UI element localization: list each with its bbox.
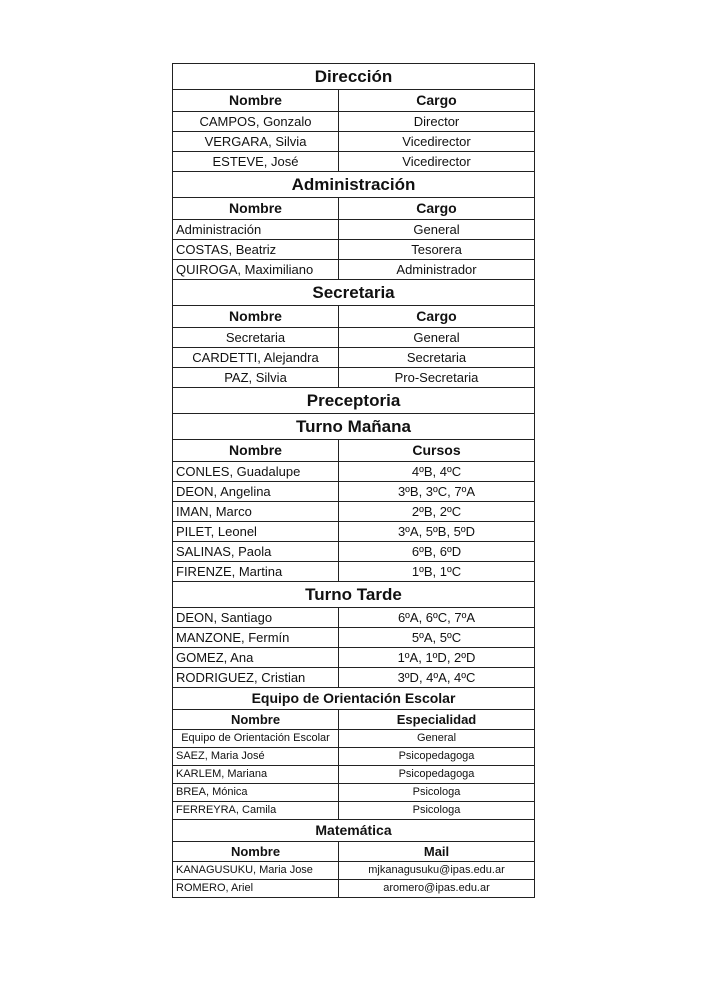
cell-cursos: 3ºD, 4ºA, 4ºC — [339, 668, 535, 688]
cell-nombre: PAZ, Silvia — [173, 368, 339, 388]
cell-cursos: 1ºB, 1ºC — [339, 562, 535, 582]
section-title-secretaria: Secretaria — [173, 280, 535, 306]
staff-table — [172, 63, 535, 898]
table-row — [173, 348, 535, 368]
column-header-cursos: Cursos — [339, 440, 535, 462]
column-header-mail: Mail — [339, 842, 535, 862]
table-row — [173, 240, 535, 260]
section-title-orientacion: Equipo de Orientación Escolar — [173, 688, 535, 710]
cell-mail: mjkanagusuku@ipas.edu.ar — [339, 862, 535, 880]
cell-especialidad: Psicologa — [339, 784, 535, 802]
cell-nombre: SAEZ, Maria José — [173, 748, 339, 766]
column-header-cargo: Cargo — [339, 306, 535, 328]
cell-cargo: Secretaria — [339, 348, 535, 368]
cell-nombre: MANZONE, Fermín — [173, 628, 339, 648]
cell-nombre: RODRIGUEZ, Cristian — [173, 668, 339, 688]
cell-especialidad: Psicopedagoga — [339, 748, 535, 766]
table-row — [173, 862, 535, 880]
table-row — [173, 562, 535, 582]
table-row — [173, 152, 535, 172]
cell-especialidad: Psicologa — [339, 802, 535, 820]
table-row — [173, 648, 535, 668]
cell-nombre: DEON, Santiago — [173, 608, 339, 628]
table-row — [173, 132, 535, 152]
table-row — [173, 220, 535, 240]
cell-cargo: Vicedirector — [339, 132, 535, 152]
table-row — [173, 802, 535, 820]
cell-cargo: Tesorera — [339, 240, 535, 260]
cell-nombre: IMAN, Marco — [173, 502, 339, 522]
table-row — [173, 482, 535, 502]
cell-cursos: 3ºA, 5ºB, 5ºD — [339, 522, 535, 542]
cell-nombre: FIRENZE, Martina — [173, 562, 339, 582]
section-title-matematica: Matemática — [173, 820, 535, 842]
cell-nombre: CARDETTI, Alejandra — [173, 348, 339, 368]
cell-nombre: BREA, Mónica — [173, 784, 339, 802]
cell-cargo: Director — [339, 112, 535, 132]
cell-nombre: GOMEZ, Ana — [173, 648, 339, 668]
cell-nombre: KANAGUSUKU, Maria Jose — [173, 862, 339, 880]
cell-cargo: Vicedirector — [339, 152, 535, 172]
cell-nombre: VERGARA, Silvia — [173, 132, 339, 152]
cell-cursos: 4ºB, 4ºC — [339, 462, 535, 482]
cell-cargo: General — [339, 328, 535, 348]
cell-nombre: SALINAS, Paola — [173, 542, 339, 562]
table-row — [173, 784, 535, 802]
cell-nombre: KARLEM, Mariana — [173, 766, 339, 784]
table-row — [173, 522, 535, 542]
column-header-nombre: Nombre — [173, 90, 339, 112]
table-row — [173, 628, 535, 648]
subsection-title-turno-manana: Turno Mañana — [173, 414, 535, 440]
table-row — [173, 668, 535, 688]
cell-cargo: General — [339, 220, 535, 240]
column-header-nombre: Nombre — [173, 306, 339, 328]
section-title-direccion: Dirección — [173, 64, 535, 90]
table-row — [173, 328, 535, 348]
cell-cursos: 6ºB, 6ºD — [339, 542, 535, 562]
cell-nombre: Secretaria — [173, 328, 339, 348]
cell-cursos: 3ºB, 3ºC, 7ºA — [339, 482, 535, 502]
cell-cursos: 1ºA, 1ºD, 2ºD — [339, 648, 535, 668]
cell-nombre: PILET, Leonel — [173, 522, 339, 542]
table-row — [173, 112, 535, 132]
cell-nombre: FERREYRA, Camila — [173, 802, 339, 820]
table-row — [173, 730, 535, 748]
column-header-especialidad: Especialidad — [339, 710, 535, 730]
column-header-nombre: Nombre — [173, 440, 339, 462]
cell-nombre: CONLES, Guadalupe — [173, 462, 339, 482]
table-row — [173, 368, 535, 388]
cell-nombre: DEON, Angelina — [173, 482, 339, 502]
cell-cargo: Administrador — [339, 260, 535, 280]
table-row — [173, 748, 535, 766]
table-row — [173, 260, 535, 280]
cell-nombre: CAMPOS, Gonzalo — [173, 112, 339, 132]
section-title-preceptoria: Preceptoria — [173, 388, 535, 414]
cell-cargo: Pro-Secretaria — [339, 368, 535, 388]
cell-cursos: 2ºB, 2ºC — [339, 502, 535, 522]
cell-nombre: ROMERO, Ariel — [173, 880, 339, 898]
column-header-nombre: Nombre — [173, 198, 339, 220]
cell-nombre: QUIROGA, Maximiliano — [173, 260, 339, 280]
table-row — [173, 880, 535, 898]
subsection-title-turno-tarde: Turno Tarde — [173, 582, 535, 608]
table-row — [173, 608, 535, 628]
cell-nombre: Administración — [173, 220, 339, 240]
cell-cursos: 5ºA, 5ºC — [339, 628, 535, 648]
column-header-nombre: Nombre — [173, 710, 339, 730]
column-header-cargo: Cargo — [339, 198, 535, 220]
cell-especialidad: Psicopedagoga — [339, 766, 535, 784]
cell-nombre: Equipo de Orientación Escolar — [173, 730, 339, 748]
cell-nombre: COSTAS, Beatriz — [173, 240, 339, 260]
column-header-cargo: Cargo — [339, 90, 535, 112]
cell-mail: aromero@ipas.edu.ar — [339, 880, 535, 898]
table-row — [173, 766, 535, 784]
column-header-nombre: Nombre — [173, 842, 339, 862]
cell-cursos: 6ºA, 6ºC, 7ºA — [339, 608, 535, 628]
table-row — [173, 502, 535, 522]
table-row — [173, 462, 535, 482]
cell-nombre: ESTEVE, José — [173, 152, 339, 172]
section-title-administracion: Administración — [173, 172, 535, 198]
cell-especialidad: General — [339, 730, 535, 748]
table-row — [173, 542, 535, 562]
